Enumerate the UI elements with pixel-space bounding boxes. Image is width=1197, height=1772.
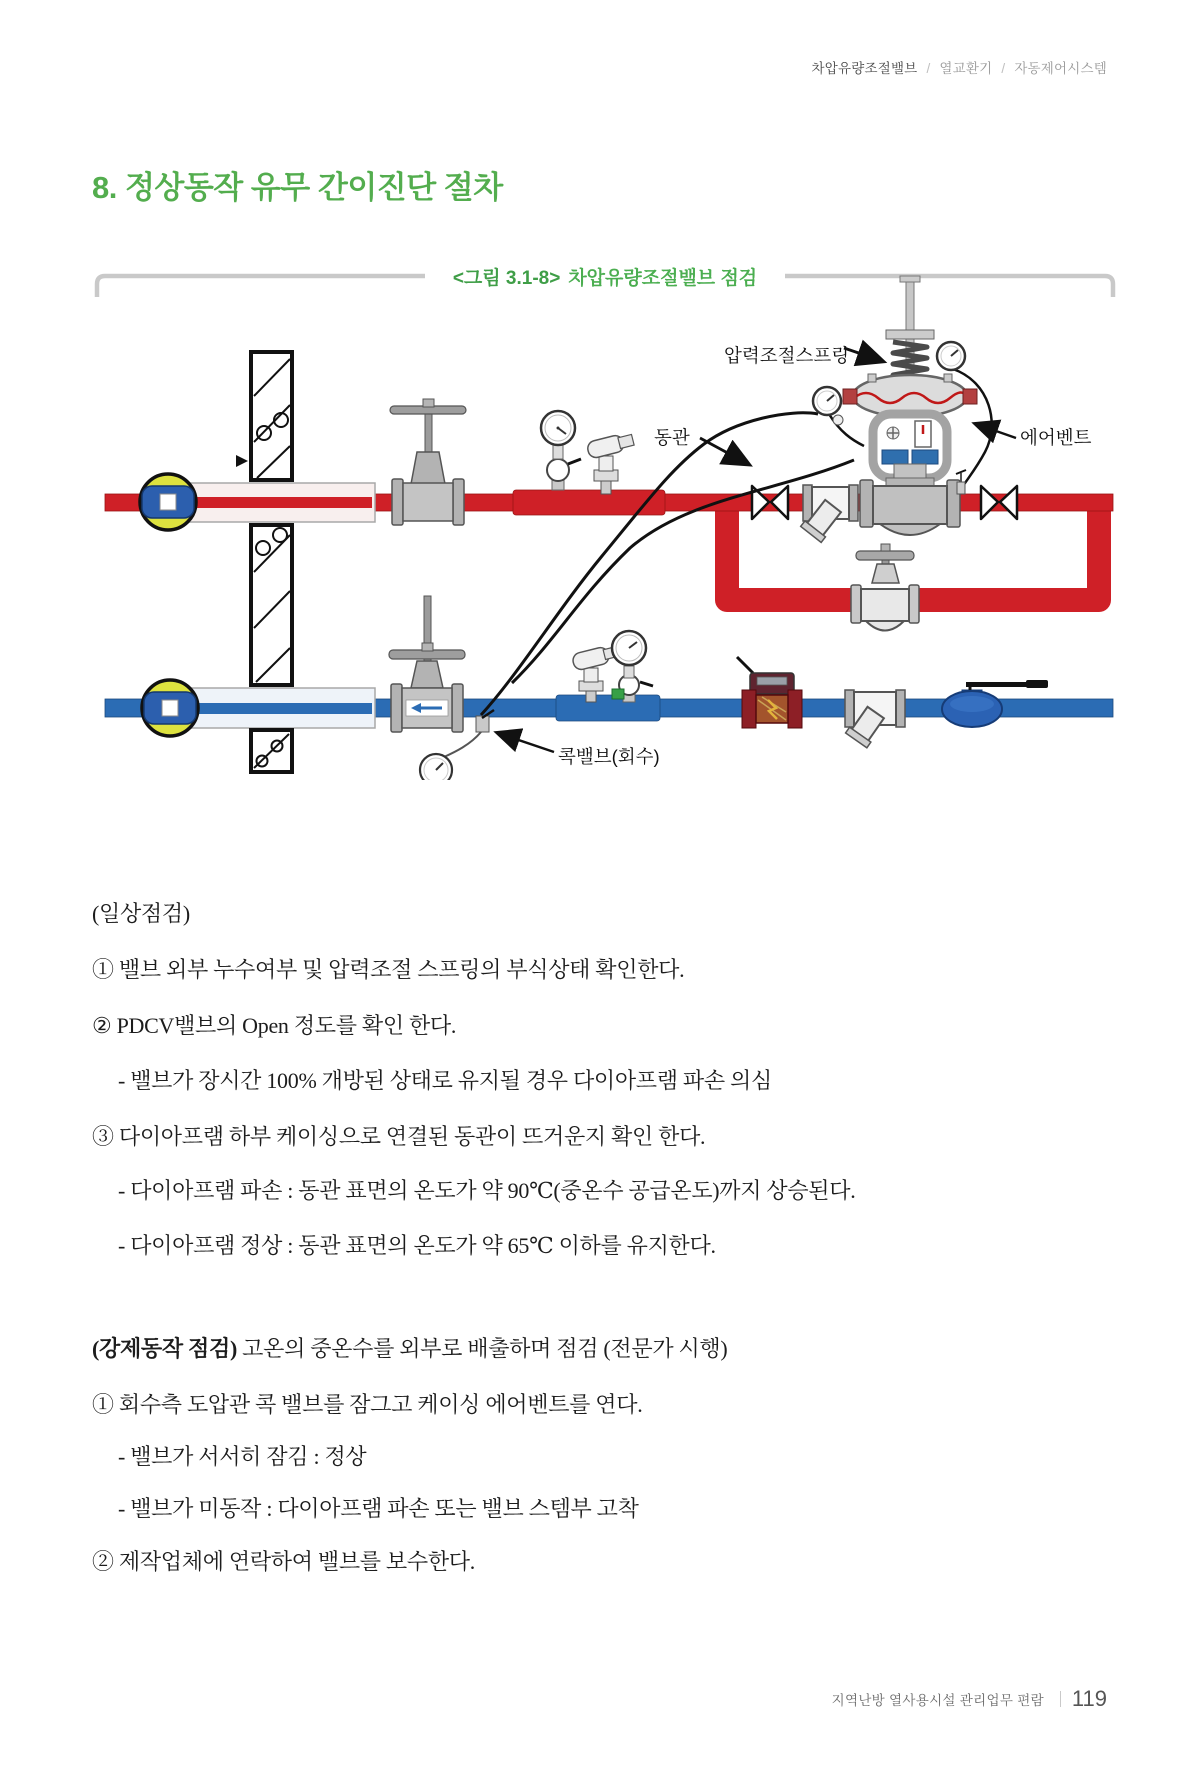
footer-divider <box>1060 1691 1061 1707</box>
label-cock-valve: 콕밸브(회수) <box>558 746 660 767</box>
heat-meter <box>737 657 802 728</box>
daily-check-subline: - 다이아프램 정상 : 동관 표면의 온도가 약 65℃ 이하를 유지한다. <box>118 1233 716 1258</box>
daily-check-heading: (일상점검) <box>92 901 190 926</box>
caption-bracket <box>97 276 1113 297</box>
footer-book-title: 지역난방 열사용시설 관리업무 편람 <box>831 1693 1044 1708</box>
supply-strainer <box>801 485 858 542</box>
supply-gate-valve <box>390 399 466 525</box>
supply-temp-sensor <box>586 432 635 494</box>
figure-caption-tag: <그림 3.1-8> <box>452 268 561 289</box>
bypass-globe-valve <box>851 544 919 631</box>
wall-sleeve-return <box>188 688 375 728</box>
breadcrumb-item: 열교환기 <box>939 61 993 76</box>
daily-check-subline: - 밸브가 장시간 100% 개방된 상태로 유지될 경우 다이아프램 파손 의심 <box>118 1068 772 1093</box>
forced-check-line: ① 회수측 도압관 콕 밸브를 잠그고 케이싱 에어벤트를 연다. <box>92 1392 643 1417</box>
daily-check-line: ③ 다이아프램 하부 케이싱으로 연결된 동관이 뜨거운지 확인 한다. <box>92 1124 706 1149</box>
wall-sleeve-supply <box>188 483 375 522</box>
label-air-vent: 에어벤트 <box>1020 427 1092 448</box>
pdcv-right-gauge <box>937 342 965 370</box>
air-vent-fitting <box>956 470 966 494</box>
page-number: 119 <box>1071 1686 1107 1711</box>
forced-check-line: ② 제작업체에 연락하여 밸브를 보수한다. <box>92 1549 475 1574</box>
forced-check-heading-label: (강제동작 점검) <box>92 1336 237 1361</box>
figure-caption-text: 차압유량조절밸브 점검 <box>568 268 758 289</box>
pdcv-valve <box>843 276 977 535</box>
label-spring: 압력조절스프링 <box>724 345 850 366</box>
piping-diagram <box>90 270 1120 780</box>
green-tap <box>612 689 624 699</box>
daily-check-line: ① 밸브 외부 누수여부 및 압력조절 스프링의 부식상태 확인한다. <box>92 957 685 982</box>
forced-check-subline: - 밸브가 미동작 : 다이아프램 파손 또는 밸브 스템부 고착 <box>118 1496 639 1521</box>
breadcrumb <box>812 57 1108 77</box>
daily-check-line: ② PDCV밸브의 Open 정도를 확인 한다. <box>92 1013 457 1038</box>
daily-check-subline: - 다이아프램 파손 : 동관 표면의 온도가 약 90℃(중온수 공급온도)까지 상승된다. <box>118 1178 856 1203</box>
pdcv-left-gauge <box>813 387 843 425</box>
breadcrumb-item-current: 차압유량조절밸브 <box>811 61 918 76</box>
breadcrumb-item: 자동제어시스템 <box>1014 61 1107 76</box>
return-gate-valve <box>389 596 465 732</box>
supply-pressure-gauge <box>541 411 581 490</box>
return-main-valve <box>142 680 198 736</box>
breadcrumb-separator: / <box>926 61 931 76</box>
supply-isolation-valve-right <box>981 486 1017 519</box>
label-copper-tube: 동관 <box>654 427 690 448</box>
forced-check-heading <box>92 1332 727 1363</box>
supply-main-valve <box>140 474 196 530</box>
wall-marker <box>236 455 248 467</box>
forced-check-subline: - 밸브가 서서히 잠김 : 정상 <box>118 1444 367 1469</box>
return-strainer <box>845 690 905 748</box>
page-footer <box>832 1686 1107 1712</box>
forced-check-heading-rest: 고온의 중온수를 외부로 배출하며 점검 (전문가 시행) <box>236 1336 728 1361</box>
page-title: 8. 정상동작 유무 간이진단 절차 <box>92 169 503 205</box>
breadcrumb-separator: / <box>1001 61 1006 76</box>
